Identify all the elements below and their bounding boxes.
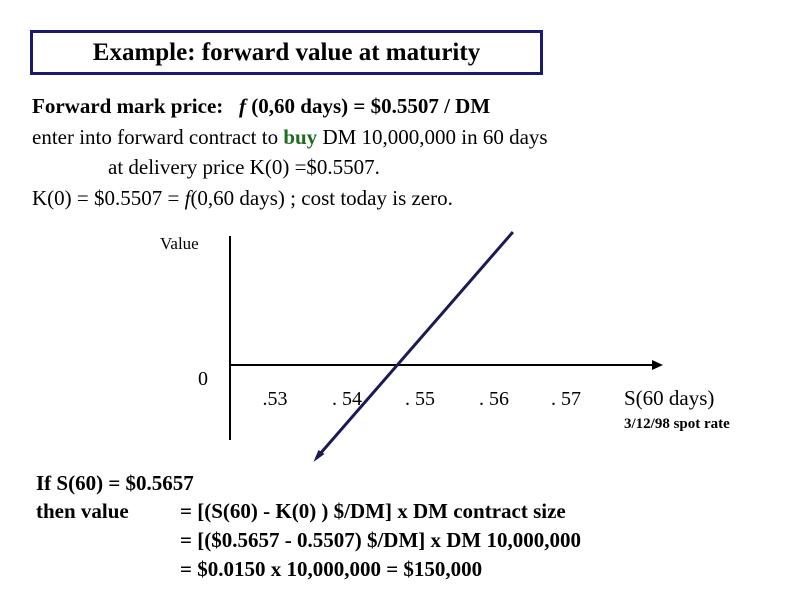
x-axis-label: S(60 days) (624, 386, 715, 410)
bottom-substituted-line: = [($0.5657 - 0.5507) $/DM] x DM 10,000,000 (180, 528, 581, 552)
bottom-if-line: If S(60) = $0.5657 (36, 471, 194, 495)
contract-text-a: enter into forward contract to (32, 125, 284, 149)
x-tick-label: .53 (262, 388, 288, 410)
buy-word: buy (283, 125, 318, 149)
x-tick-label: . 55 (405, 388, 435, 410)
slide-title: Example: forward value at maturity (30, 30, 543, 75)
bottom-formula-line: = [(S(60) - K(0) ) $/DM] x DM contract size (180, 499, 566, 523)
contract-text-b: DM 10,000,000 in 60 days (317, 125, 548, 149)
y-zero-label: 0 (198, 368, 208, 390)
k0-f-symbol: f (184, 186, 191, 210)
x-tick-label: . 57 (551, 388, 581, 410)
delivery-price-line: at delivery price K(0) =$0.5507. (108, 155, 380, 179)
x-tick-label: . 54 (332, 388, 362, 410)
x-tick-labels (263, 388, 582, 410)
x-axis-arrowhead (652, 360, 663, 370)
x-tick-label: . 56 (479, 388, 509, 410)
forward-mark-label: Forward mark price: (32, 94, 224, 118)
forward-f-symbol: f (239, 94, 247, 118)
k0-text-b: (0,60 days) ; cost today is zero. (190, 186, 453, 210)
bottom-result-line: = $0.0150 x 10,000,000 = $150,000 (180, 557, 483, 581)
k0-text-a: K(0) = $0.5507 = (32, 186, 185, 210)
bottom-then-value-label: then value (36, 499, 129, 523)
y-axis-label: Value (160, 234, 199, 253)
payoff-line (316, 232, 512, 458)
forward-mark-value: (0,60 days) = $0.5507 / DM (246, 94, 491, 118)
x-axis-sublabel: 3/12/98 spot rate (624, 416, 730, 432)
